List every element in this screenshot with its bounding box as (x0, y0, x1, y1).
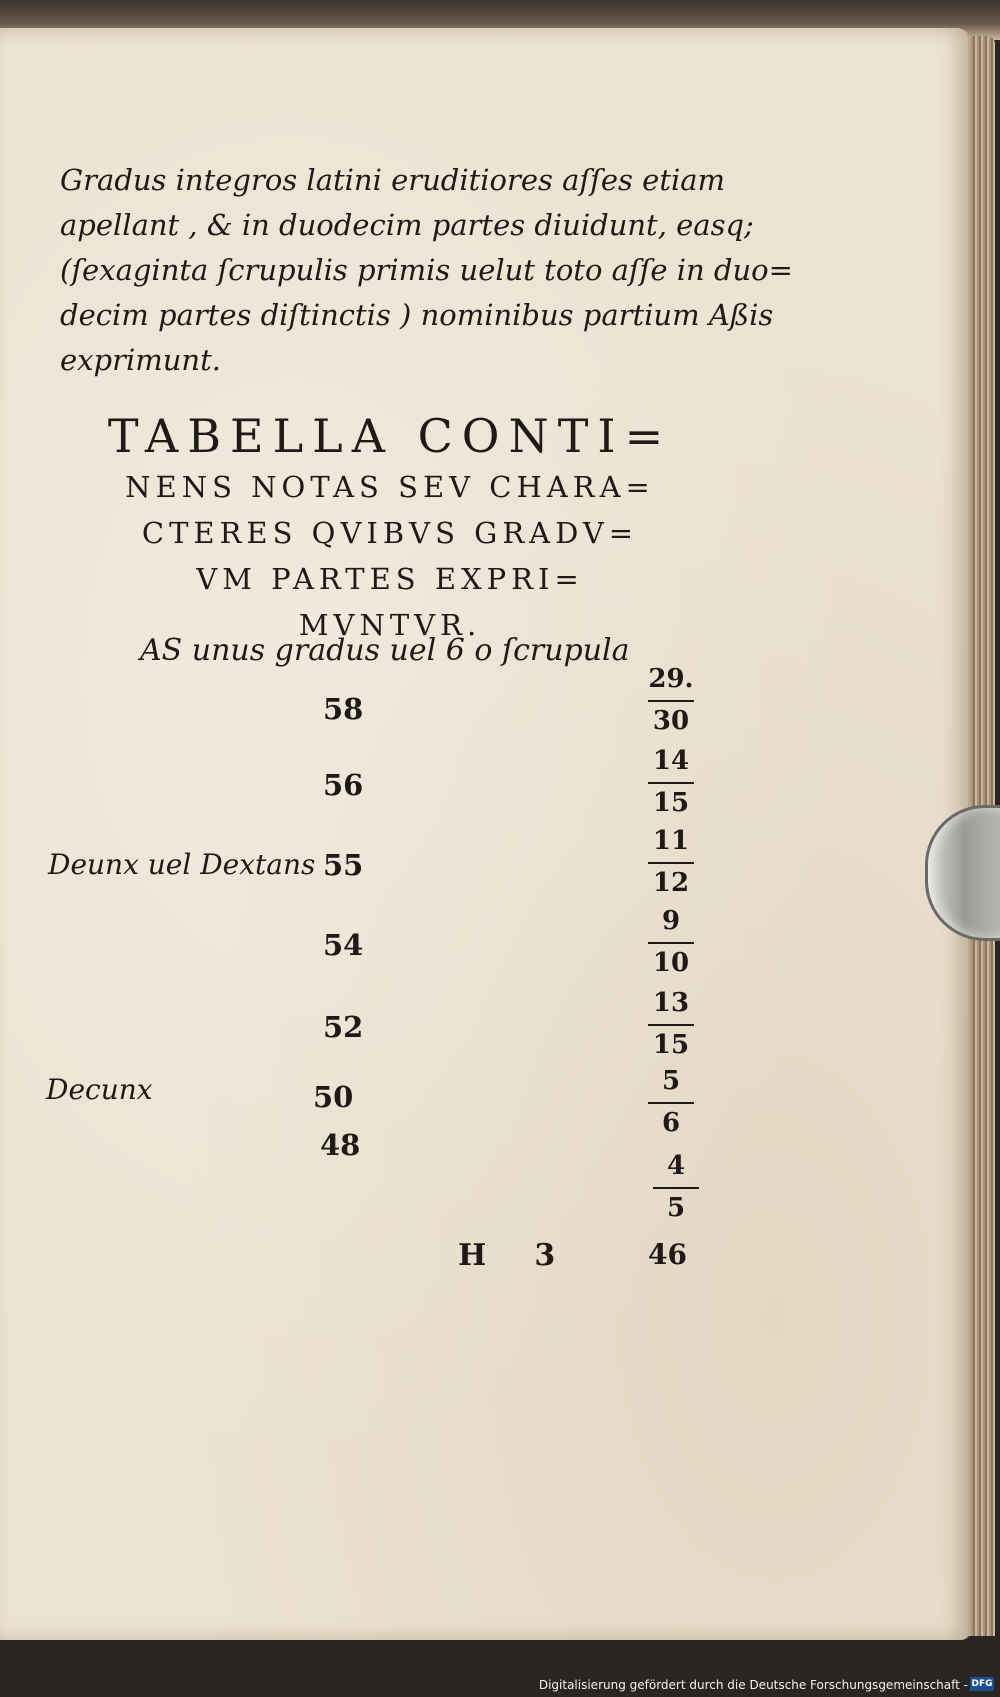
scrupula-value: 50 (313, 1080, 354, 1114)
fraction-bar (648, 782, 694, 784)
heading-line: NENS NOTAS SEV CHARA= (125, 470, 655, 504)
fraction (648, 1153, 704, 1221)
row-label: Decunx (46, 1073, 153, 1106)
fraction-numerator: 5 (661, 1066, 681, 1096)
fraction (643, 748, 699, 816)
intro-paragraph (60, 158, 793, 383)
table-heading (40, 408, 740, 648)
scrupula-value: 54 (323, 928, 364, 962)
fraction-denominator: 30 (652, 706, 690, 736)
fraction (643, 908, 699, 976)
scrupula-value: 52 (323, 1010, 364, 1044)
paragraph-line: decim partes diſtinctis ) nominibus partium Aßis (60, 298, 774, 332)
digitization-credit: Digitalisierung gefördert durch die Deutsche Forschungsgemeinschaft - (538, 1678, 968, 1692)
fraction-bar (648, 862, 694, 864)
catchword: 46 (648, 1238, 687, 1271)
fraction-numerator: 13 (652, 988, 690, 1018)
paragraph-line: (ſexaginta ſcrupulis primis uelut toto aſſe in duo= (60, 253, 793, 287)
fraction-bar (648, 1024, 694, 1026)
fraction (643, 828, 699, 896)
heading-line: MVNTVR. (298, 608, 482, 642)
fraction (643, 666, 699, 734)
fraction-bar (648, 942, 694, 944)
scrupula-value: 48 (320, 1128, 361, 1162)
fraction-denominator: 10 (652, 948, 690, 978)
fraction-denominator: 15 (652, 1030, 690, 1060)
heading-line: CTERES QVIBVS GRADV= (141, 516, 639, 550)
signature-mark (458, 1238, 555, 1273)
signature-number: 3 (534, 1238, 556, 1273)
fraction-denominator: 15 (652, 788, 690, 818)
fraction-bar (648, 700, 694, 702)
fraction-numerator: 9 (661, 906, 681, 936)
scrupula-value: 58 (323, 692, 364, 726)
dfg-logo: DFG (971, 1679, 993, 1689)
signature-letter: H (458, 1238, 487, 1273)
heading-line: VM PARTES EXPRI= (196, 562, 584, 596)
paragraph-line: exprimunt. (60, 343, 221, 377)
row-label: Deunx uel Dextans (48, 848, 316, 881)
fraction-numerator: 11 (652, 826, 690, 856)
fraction-denominator: 12 (652, 868, 690, 898)
fraction-numerator: 4 (666, 1151, 686, 1181)
fraction (643, 1068, 699, 1136)
book-page (0, 28, 971, 1640)
fraction-bar (653, 1187, 699, 1189)
paragraph-line: apellant , & in duodecim partes diuidunt, easq; (60, 208, 754, 242)
scrupula-value: 55 (323, 848, 364, 882)
fraction-denominator: 5 (666, 1193, 686, 1223)
fraction-numerator: 29. (648, 664, 694, 694)
scrupula-value: 56 (323, 768, 364, 802)
fraction-numerator: 14 (652, 746, 690, 776)
heading-line: TABELLA CONTI= (107, 409, 673, 463)
fraction-denominator: 6 (661, 1108, 681, 1138)
paragraph-line: Gradus integros latini eruditiores aſſes etiam (60, 163, 726, 197)
fraction (643, 990, 699, 1058)
table-subtitle: AS unus gradus uel 6 o ſcrupula (140, 633, 630, 668)
fraction-bar (648, 1102, 694, 1104)
